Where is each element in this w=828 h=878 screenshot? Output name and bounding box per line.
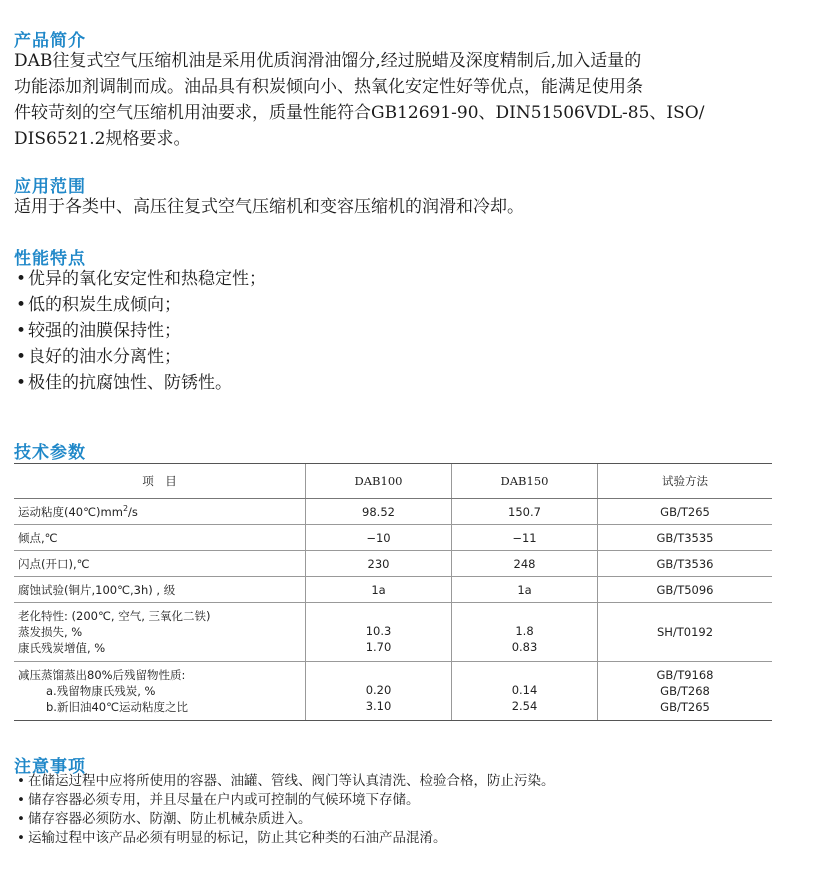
intro-line: 件较苛刻的空气压缩机用油要求，质量性能符合GB12691-90、DIN51506VDL-85、ISO/ (14, 103, 705, 123)
value-dab150: −11 (452, 525, 598, 551)
value: 10.3 (365, 624, 392, 638)
row-label: 倾点,℃ (14, 525, 306, 551)
intro-line: DAB往复式空气压缩机油是采用优质润滑油馏分,经过脱蜡及深度精制后,加入适量的 (14, 51, 642, 71)
value: 0.83 (511, 640, 538, 654)
table-row (14, 603, 772, 662)
value: 0.14 (511, 683, 538, 697)
application-title: 应用范围 (14, 177, 86, 197)
intro-line: 功能添加剂调制而成。油品具有积炭倾向小、热氧化安定性好等优点，能满足使用条 (14, 77, 643, 97)
value-dab150 (452, 662, 598, 721)
test-method: GB/T3536 (598, 551, 773, 577)
value: 0.20 (365, 683, 392, 697)
value: 2.54 (511, 699, 538, 713)
method: GB/T9168 (656, 668, 714, 682)
list-item: • 低的积炭生成倾向； (14, 292, 266, 318)
aging-evaporation-label: 蒸发损失, % (18, 625, 83, 639)
list-item: • 运输过程中该产品必须有明显的标记，防止其它种类的石油产品混淆。 (14, 829, 555, 848)
residue-viscosity-ratio-label: b.新旧油40℃运动粘度之比 (46, 700, 189, 714)
list-item: • 较强的油膜保持性； (14, 318, 266, 344)
value-dab100: 98.52 (306, 499, 452, 525)
value: 3.10 (365, 699, 392, 713)
value-dab150 (452, 603, 598, 662)
list-item: • 优异的氧化安定性和热稳定性； (14, 266, 266, 292)
value-dab100: −10 (306, 525, 452, 551)
header-dab100: DAB100 (306, 464, 452, 499)
value-dab100: 230 (306, 551, 452, 577)
residue-carbon-label: a.残留物康氏残炭, % (46, 684, 156, 698)
viscosity-sup: 2 (122, 503, 129, 513)
test-method: GB/T3535 (598, 525, 773, 551)
features-title: 性能特点 (14, 249, 86, 269)
table-row (14, 499, 772, 525)
value-dab100 (306, 603, 452, 662)
test-method: GB/T5096 (598, 577, 773, 603)
row-label: 腐蚀试验(铜片,100℃,3h) , 级 (14, 577, 306, 603)
table-header-row (14, 464, 772, 499)
notes-title: 注意事项 (14, 757, 86, 777)
value-dab100: 1a (306, 577, 452, 603)
value-dab150: 248 (452, 551, 598, 577)
aging-label: 老化特性: (200℃, 空气, 三氧化二铁) (18, 609, 211, 623)
application-line: 适用于各类中、高压往复式空气压缩机和变容压缩机的润滑和冷却。 (14, 197, 524, 217)
list-item: • 在储运过程中应将所使用的容器、油罐、管线、阀门等认真清洗、检验合格，防止污染。 (14, 772, 555, 791)
header-dab150: DAB150 (452, 464, 598, 499)
row-label (14, 662, 306, 721)
method: GB/T268 (660, 684, 710, 698)
specs-table (14, 463, 772, 721)
table-row (14, 662, 772, 721)
table-row (14, 525, 772, 551)
application-text (14, 194, 814, 220)
test-method: GB/T265 (598, 499, 773, 525)
method: GB/T265 (660, 700, 710, 714)
intro-title: 产品简介 (14, 31, 86, 51)
aging-carbon-label: 康氏残炭增值, % (18, 641, 106, 655)
value-dab150: 1a (452, 577, 598, 603)
specs-title: 技术参数 (14, 443, 86, 463)
intro-line: DIS6521.2规格要求。 (14, 129, 191, 149)
list-item: • 极佳的抗腐蚀性、防锈性。 (14, 370, 266, 396)
value-dab150: 150.7 (452, 499, 598, 525)
notes-list (14, 772, 555, 848)
list-item: • 储存容器必须防水、防潮、防止机械杂质进入。 (14, 810, 555, 829)
value: 1.70 (365, 640, 392, 654)
row-label (14, 499, 306, 525)
header-method: 试验方法 (598, 464, 773, 499)
viscosity-label: 运动粘度(40℃)mm (18, 504, 123, 519)
row-label: 闪点(开口),℃ (14, 551, 306, 577)
intro-paragraph (14, 48, 814, 152)
table-row (14, 551, 772, 577)
list-item: • 储存容器必须专用，并且尽量在户内或可控制的气候环境下存储。 (14, 791, 555, 810)
row-label (14, 603, 306, 662)
features-list (14, 266, 266, 396)
list-item: • 良好的油水分离性； (14, 344, 266, 370)
residue-label: 减压蒸馏蒸出80%后残留物性质: (18, 668, 186, 682)
header-item: 项 目 (14, 464, 306, 499)
table-row (14, 577, 772, 603)
value-dab100 (306, 662, 452, 721)
test-method (598, 662, 773, 721)
value: 1.8 (515, 624, 534, 638)
viscosity-unit: /s (128, 504, 138, 519)
test-method: SH/T0192 (598, 603, 773, 662)
